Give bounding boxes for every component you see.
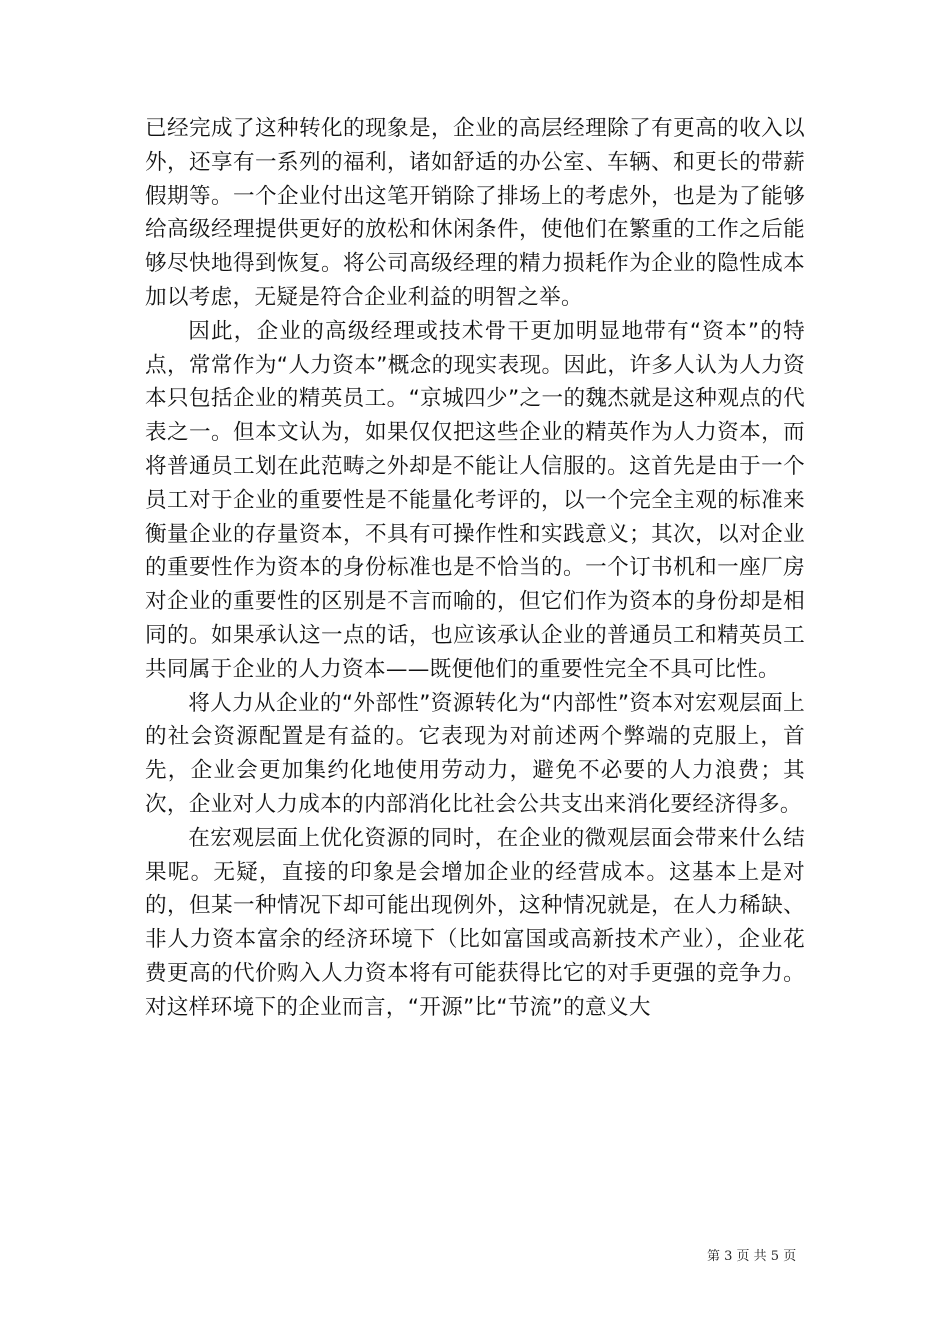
paragraph: 因此，企业的高级经理或技术骨干更加明显地带有“资本”的特点，常常作为“人力资本”概念的现实表现。因此，许多人认为人力资本只包括企业的精英员工。“京城四少”之一的魏杰就是这种观点的代表之一。但本文认为，如果仅仅把这些企业的精英作为人力资本，而将普通员工划在此范畴之外却是不能让人信服的。这首先是由于一个员工对于企业的重要性是不能量化考评的，以一个完全主观的标准来衡量企业的存量资本，不具有可操作性和实践意义；其次，以对企业的重要性作为资本的身份标准也是不恰当的。一个订书机和一座厂房对企业的重要性的区别是不言而喻的，但它们作为资本的身份却是相同的。如果承认这一点的话，也应该承认企业的普通员工和精英员工共同属于企业的人力资本——既便他们的重要性完全不具可比性。 bbox=[145, 318, 805, 682]
page-number-footer: 第 3 页 共 5 页 bbox=[707, 1249, 797, 1264]
paragraph: 将人力从企业的“外部性”资源转化为“内部性”资本对宏观层面上的社会资源配置是有益的。它表现为对前述两个弊端的克服上，首先，企业会更加集约化地使用劳动力，避免不必要的人力浪费；其次，企业对人力成本的内部消化比社会公共支出来消化要经济得多。 bbox=[145, 690, 805, 817]
paragraph: 在宏观层面上优化资源的同时，在企业的微观层面会带来什么结果呢。无疑，直接的印象是会增加企业的经营成本。这基本上是对的，但某一种情况下却可能出现例外，这种情况就是，在人力稀缺、非人力资本富余的经济环境下（比如富国或高新技术产业），企业花费更高的代价购入人力资本将有可能获得比它的对手更强的竞争力。对这样环境下的企业而言，“开源”比“节流”的意义大 bbox=[145, 825, 805, 1020]
document-body bbox=[145, 112, 805, 1025]
paragraph-continuation: 已经完成了这种转化的现象是，企业的高层经理除了有更高的收入以外，还享有一系列的福利，诸如舒适的办公室、车辆、和更长的带薪假期等。一个企业付出这笔开销除了排场上的考虑外，也是为了能够给高级经理提供更好的放松和休闲条件，使他们在繁重的工作之后能够尽快地得到恢复。将公司高级经理的精力损耗作为企业的隐性成本加以考虑，无疑是符合企业利益的明智之举。 bbox=[145, 116, 805, 310]
